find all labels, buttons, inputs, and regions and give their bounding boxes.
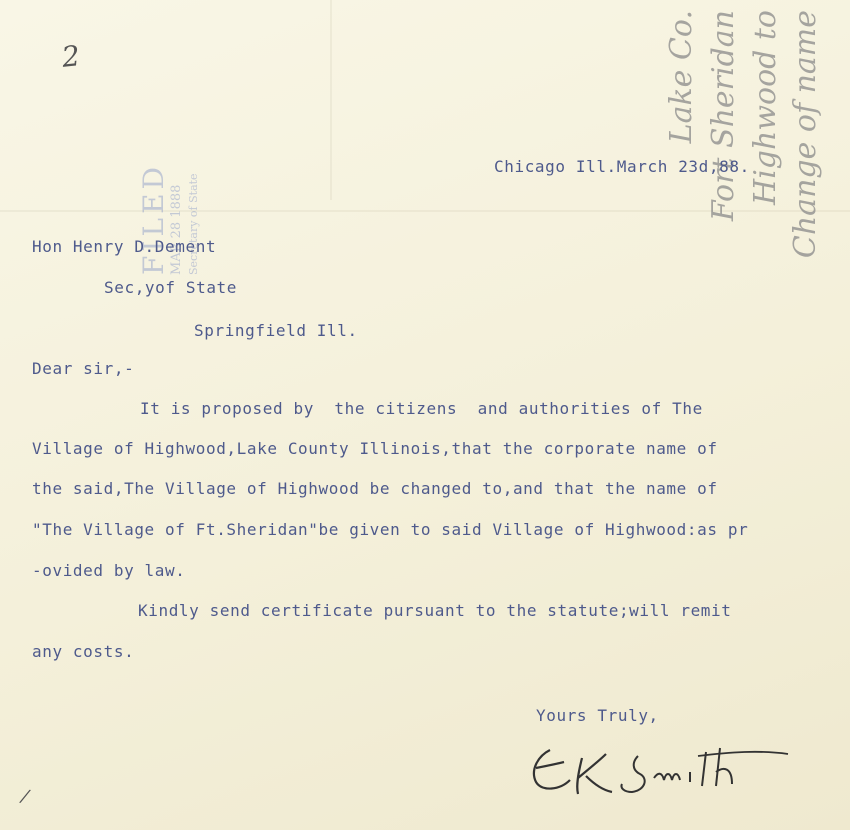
- body-line: "The Village of Ft.Sheridan"be given to said Village of Highwood:as pr: [32, 520, 749, 539]
- marginal-note: Fort Sheridan: [706, 10, 741, 222]
- stamp-line-3: Secretary of State: [187, 173, 200, 275]
- salutation: Dear sir,-: [32, 359, 135, 378]
- paper-fold-vertical: [330, 0, 332, 200]
- marginal-notes: [648, 10, 838, 380]
- recipient-name: Hon Henry D.Dement: [32, 237, 217, 256]
- filing-stamp: [57, 135, 237, 285]
- body-line: It is proposed by the citizens and authorities of The: [140, 399, 703, 418]
- recipient-title: Sec,yof State: [104, 278, 238, 297]
- body-line: the said,The Village of Highwood be changed to,and that the name of: [32, 479, 718, 498]
- marginal-note: Change of name: [788, 10, 823, 259]
- closing: Yours Truly,: [536, 706, 659, 725]
- dateline: Chicago Ill.March 23d,88.: [494, 157, 750, 176]
- stamp-line-1: FILED: [137, 163, 170, 275]
- handwritten-signature: [520, 728, 810, 808]
- body-line: Village of Highwood,Lake County Illinois,that the corporate name of: [32, 439, 718, 458]
- body-line: any costs.: [32, 642, 135, 661]
- recipient-city: Springfield Ill.: [194, 321, 358, 340]
- body-line: Kindly send certificate pursuant to the statute;will remit: [138, 601, 732, 620]
- marginal-note: Lake Co.: [664, 10, 699, 144]
- margin-pencil-mark: /: [19, 785, 31, 808]
- marginal-note: Highwood to: [748, 10, 783, 205]
- body-line: -ovided by law.: [32, 561, 186, 580]
- page-number-pencil: 2: [60, 39, 82, 74]
- stamp-line-2: MAR 28 1888: [169, 184, 184, 275]
